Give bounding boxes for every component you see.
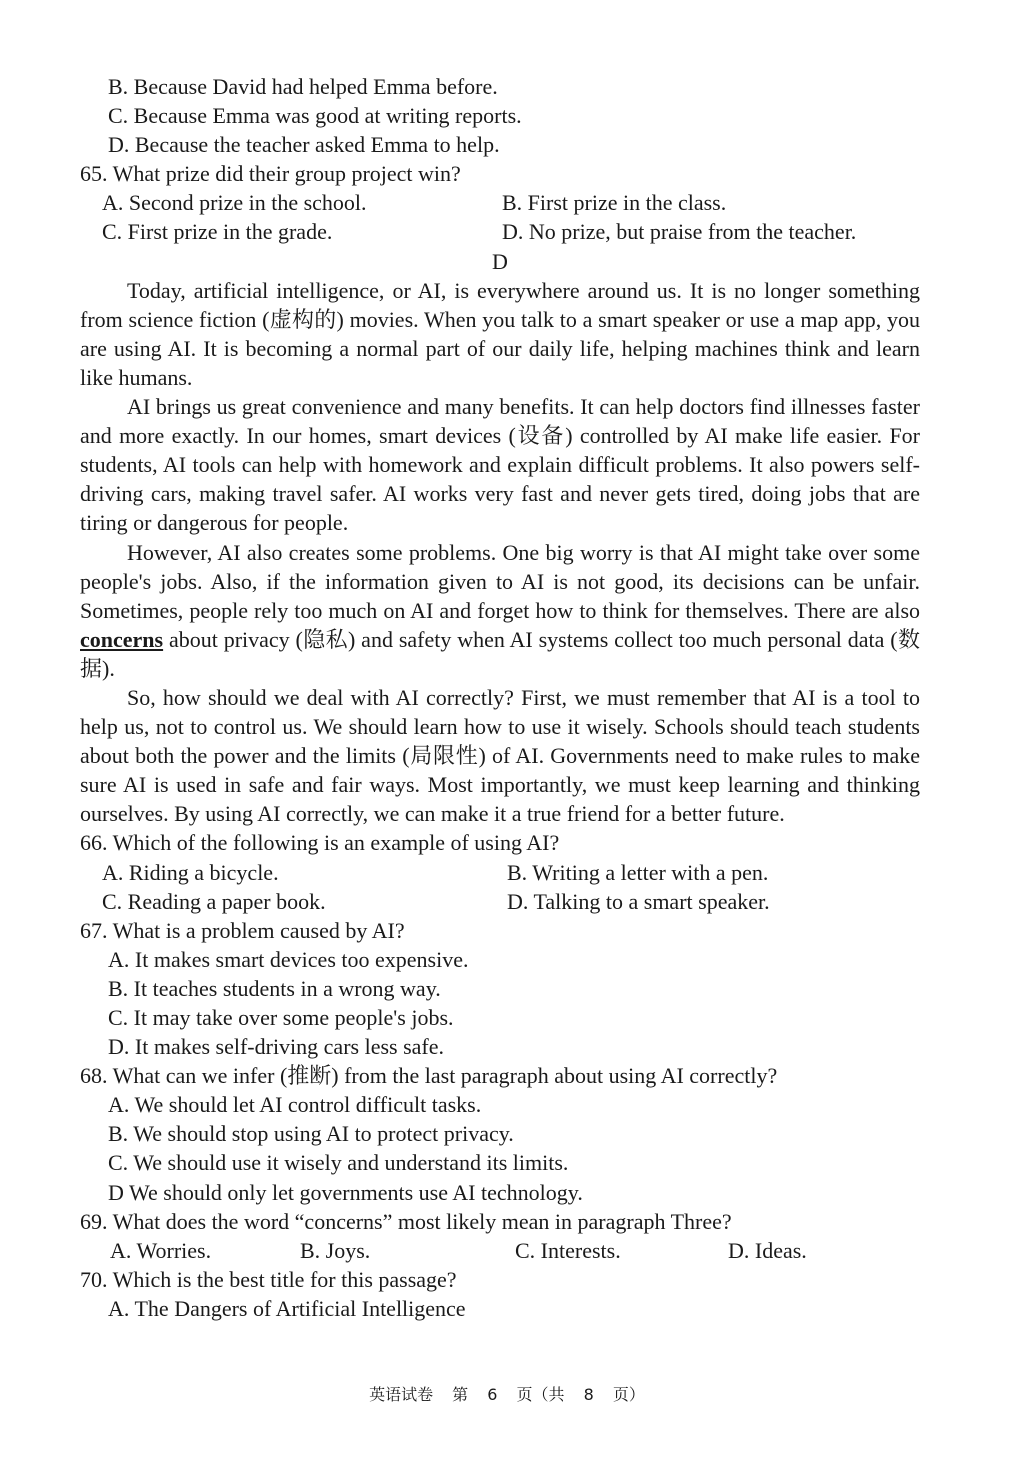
q67-option-b: B. It teaches students in a wrong way. (108, 975, 441, 1001)
q65-option-a: A. Second prize in the school. (102, 190, 367, 216)
q65-option-d: D. No prize, but praise from the teacher. (502, 219, 857, 245)
q68-option-d: D We should only let governments use AI technology. (108, 1179, 583, 1205)
concerns-word: concerns (80, 626, 164, 652)
passage-paragraph-1: Today, artificial intelligence, or AI, is everywhere around us. It is no longer something from science fiction (虚构的) movies. When you talk to a smart speaker or use a map app, you are using AI. It is becoming a normal part of our daily life, helping machines think and learn like humans. (80, 277, 920, 390)
q69-options (80, 1236, 920, 1265)
q66-option-a: A. Riding a bicycle. (102, 859, 279, 885)
q68-option-c: C. We should use it wisely and understand its limits. (108, 1150, 569, 1176)
q67-question: 67. What is a problem caused by AI? (80, 917, 405, 943)
q64-option-d: D. Because the teacher asked Emma to help. (108, 132, 500, 158)
q66-option-c: C. Reading a paper book. (102, 888, 326, 914)
q66-options (80, 858, 920, 916)
page-footer: 英语试卷 第 6 页（共 8 页） (369, 1385, 645, 1404)
q66-option-d: D. Talking to a smart speaker. (507, 888, 770, 914)
q69-option-a: A. Worries. (110, 1237, 212, 1263)
q67-option-a: A. It makes smart devices too expensive. (108, 946, 469, 972)
passage-paragraph-2: AI brings us great convenience and many benefits. It can help doctors find illnesses faster and more exactly. In our homes, smart devices (设备) controlled by AI make life easier. For students, AI tools can help with homework and explain difficult problems. It also powers self-driving cars, making travel safer. AI works very fast and never gets tired, doing jobs that are tiring or dangerous for people. (80, 394, 920, 536)
section-label: D (492, 248, 508, 274)
p3-text-before: However, AI also creates some problems. One big worry is that AI might take over some people's jobs. Also, if the information given to AI is not good, its decisions can be unfair. Sometimes, people rely too much on AI and forget how to think for themselves. There are also (80, 539, 920, 623)
q67-option-c: C. It may take over some people's jobs. (108, 1005, 454, 1030)
q66-question: 66. Which of the following is an example of using AI? (80, 830, 560, 856)
q69-option-d: D. Ideas. (728, 1237, 807, 1263)
q68-option-b: B. We should stop using AI to protect privacy. (108, 1121, 514, 1147)
passage-paragraph-4: So, how should we deal with AI correctly? First, we must remember that AI is a tool to help us, not to control us. We should learn how to use it wisely. Schools should teach students about both the power and the limits (局限性) of AI. Governments need to make rules to make sure AI is used in safe and fair ways. Most importantly, we must keep learning and thinking ourselves. By using AI correctly, we can make it a true friend for a better future. (80, 684, 920, 827)
exam-page (80, 72, 920, 1323)
q65-option-b: B. First prize in the class. (502, 190, 727, 216)
q70-option-a: A. The Dangers of Artificial Intelligence (108, 1295, 466, 1321)
q64-option-c: C. Because Emma was good at writing reports. (108, 103, 522, 129)
q69-option-c: C. Interests. (515, 1237, 621, 1263)
passage-paragraph-3 (80, 538, 920, 683)
q67-option-d: D. It makes self-driving cars less safe. (108, 1034, 445, 1060)
q68-question: 68. What can we infer (推断) from the last paragraph about using AI correctly? (80, 1063, 778, 1089)
q65-option-c: C. First prize in the grade. (102, 219, 333, 245)
q65-options (80, 188, 920, 246)
q69-option-b: B. Joys. (300, 1237, 371, 1263)
q65-question: 65. What prize did their group project win? (80, 161, 461, 187)
q66-option-b: B. Writing a letter with a pen. (507, 859, 769, 885)
p3-text-after: about privacy (隐私) and safety when AI systems collect too much personal data (数据). (80, 626, 920, 681)
q69-question: 69. What does the word “concerns” most likely mean in paragraph Three? (80, 1208, 732, 1234)
q68-option-a: A. We should let AI control difficult tasks. (108, 1092, 482, 1118)
q70-question: 70. Which is the best title for this passage? (80, 1266, 457, 1292)
q64-option-b: B. Because David had helped Emma before. (108, 74, 498, 99)
